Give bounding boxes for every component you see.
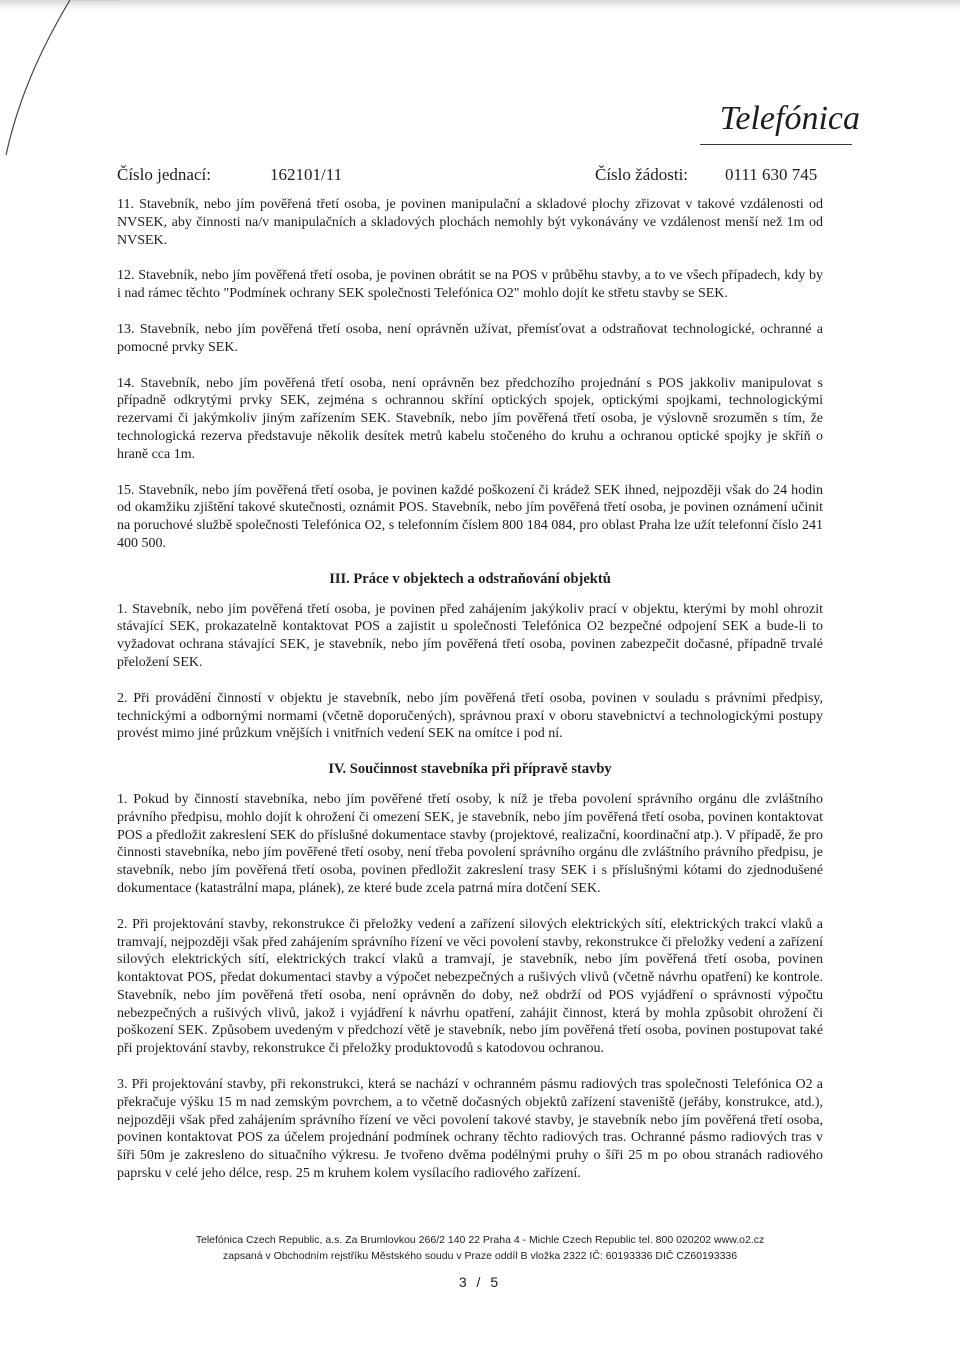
- reference-number-label: Číslo jednací:: [117, 165, 211, 184]
- section-4-paragraph-1: 1. Pokud by činností stavebníka, nebo jím pověřené třetí osoby, k níž je třeba povolení správního orgánu dle zvláštního právního předpisu, mohlo dojít k ohrožení či omezení SEK, je stavebník, nebo jím pověřená třetí osoba, povinen kontaktovat POS a předložit zakreslení SEK do příslušné dokumentace stavby (projektové, realizační, koordinační atp.). V případě, že pro činnosti stavebníka, nebo jím pověřené třetí osoby, není třeba povolení správního orgánu dle zvláštního právního předpisu, je stavebník, nebo jím pověřená třetí osoba, povinen předložit zakreslení trasy SEK i s příslušnými kótami do zjednodušené dokumentace (katastrální mapa, plánek), ze které bude zcela patrná míra dotčení SEK.: [117, 791, 823, 896]
- logo-underline: [700, 144, 852, 145]
- reference-number-value: 162101/11: [270, 165, 343, 184]
- paragraph-13: 13. Stavebník, nebo jím pověřená třetí osoba, není oprávněn užívat, přemísťovat a odstraňovat technologické, ochranné a pomocné prvky SEK.: [117, 321, 823, 355]
- scan-fold-mark: [0, 0, 120, 160]
- scan-top-edge: [0, 0, 960, 10]
- page-number: 3 / 5: [458, 1274, 502, 1290]
- section-4-heading: IV. Součinnost stavebníka při přípravě stavby: [328, 761, 612, 778]
- paragraph-15: 15. Stavebník, nebo jím pověřená třetí osoba, je povinen každé poškození či krádež SEK ihned, nejpozději však do 24 hodin od okamžiku zjištění takové skutečnosti, oznámit POS. Stavebník, nebo jím pověřená třetí osoba, je povinen oznámení učinit na poruchové službě společnosti Telefónica O2, s telefonním číslem 800 184 084, pro oblast Praha lze užít telefonní číslo 241 400 500.: [117, 482, 823, 551]
- request-number-label: Číslo žádosti:: [595, 165, 689, 184]
- section-3-paragraph-2: 2. Při provádění činností v objektu je stavebník, nebo jím pověřená třetí osoba, povinen v souladu s právními předpisy, technickými a odbornými normami (včetně doporučených), správnou praxí v oboru stavebnictví a technologickými postupy provést mimo jiné průzkum vnějších i vnitřních vedení SEK na omítce i pod ní.: [117, 690, 823, 742]
- footer-company-info: Telefónica Czech Republic, a.s. Za Brumlovkou 266/2 140 22 Praha 4 - Michle Czech Republic tel. 800 020202 www.o2.cz: [195, 1234, 765, 1246]
- telefonica-logo: Telefónica: [719, 100, 860, 137]
- paragraph-12: 12. Stavebník, nebo jím pověřená třetí osoba, je povinen obrátit se na POS v průběhu stavby, a to ve všech případech, kdy by i nad rámec těchto "Podmínek ochrany SEK společnosti Telefónica O2" mohlo dojít ke střetu stavby se SEK.: [117, 268, 823, 302]
- document-header: [117, 164, 825, 188]
- footer-registration-info: zapsaná v Obchodním rejstříku Městského soudu v Praze oddíl B vložka 2322 IČ: 60193336 DIČ CZ60193336: [222, 1250, 738, 1262]
- paragraph-14: 14. Stavebník, nebo jím pověřená třetí osoba, není oprávněn bez předchozího projednání s POS jakkoliv manipulovat s případně odkrytými prvky SEK, zejména s ochrannou skříní optických spojek, optickými spojkami, technologickými rezervami či jakýmkoliv jiným zařízením SEK. Stavebník, nebo jím pověřená třetí osoba, je výslovně srozuměn s tím, že technologická rezerva představuje několik desítek metrů kabelu stočeného do kruhu a ochranou optické spojky je skříň o hraně cca 1m.: [117, 375, 823, 462]
- section-4-paragraph-3: 3. Při projektování stavby, při rekonstrukci, která se nachází v ochranném pásmu radiových tras společnosti Telefónica O2 a překračuje výšku 15 m nad zemským povrchem, a to včetně dočasných objektů zařízení staveniště (jeřáby, konstrukce, atd.), nejpozději však před zahájením správního řízení ve věci povolení takové stavby, je stavebník nebo jím pověřená třetí osoba, povinen kontaktovat POS za účelem projednání podmínek ochrany těchto radiových tras. Ochranné pásmo radiových tras v šíři 50m je zakresleno do situačního výkresu. Je tvořeno dvěma podélnými pruhy o šíři 25 m po obou stranách radiového paprsku v celé jeho délce, resp. 25 m kruhem kolem vysílacího radiového zařízení.: [117, 1077, 823, 1182]
- section-4-paragraph-2: 2. Při projektování stavby, rekonstrukce či přeložky vedení a zařízení silových elektrických sítí, elektrických trakcí vlaků a tramvají, nejpozději však před zahájením správního řízení ve věci povolení stavby, rekonstrukce či přeložky vedení a zařízení silových elektrických sítí, elektrických trakcí vlaků a tramvají, je stavebník, nebo jím pověřená třetí osoba, povinen kontaktovat POS, předat dokumentaci stavby a výpočet nebezpečných a rušivých vlivů (včetně návrhu opatření) ke kontrole. Stavebník, nebo jím pověřená třetí osoba, není oprávněn do doby, než obdrží od POS vyjádření o správnosti výpočtu nebezpečných a rušivých vlivů, jakož i vyjádření k návrhu opatření, zahájit činnost, která by mohla způsobit ohrožení či poškození SEK. Způsobem uvedeným v předchozí větě je stavebník, nebo jím pověřená třetí osoba, povinen postupovat také při projektování stavby, rekonstrukce či přeložky produktovodů s katodovou ochranou.: [117, 916, 823, 1057]
- request-number-value: 0111 630 745: [725, 165, 818, 184]
- section-3-paragraph-1: 1. Stavebník, nebo jím pověřená třetí osoba, je povinen před zahájením jakýkoliv prací v objektu, kterými by mohl ohrozit stávající SEK, prokazatelně kontaktovat POS a zajistit u společnosti Telefónica O2 bezpečné odpojení SEK a bude-li to vyžadovat ochrana stávající SEK, je stavebník, nebo jím pověřená třetí osoba, povinen zabezpečit dočasné, případně trvalé přeložení SEK.: [117, 601, 823, 670]
- paragraph-11: 11. Stavebník, nebo jím pověřená třetí osoba, je povinen manipulační a skladové plochy zřizovat v takové vzdálenosti od NVSEK, aby činnosti na/v manipulačních a skladových plochách nemohly být vykonávány ve vzdálenost menší než 1m od NVSEK.: [117, 197, 823, 248]
- section-3-heading: III. Práce v objektech a odstraňování objektů: [329, 570, 611, 587]
- document-body: [117, 196, 823, 1201]
